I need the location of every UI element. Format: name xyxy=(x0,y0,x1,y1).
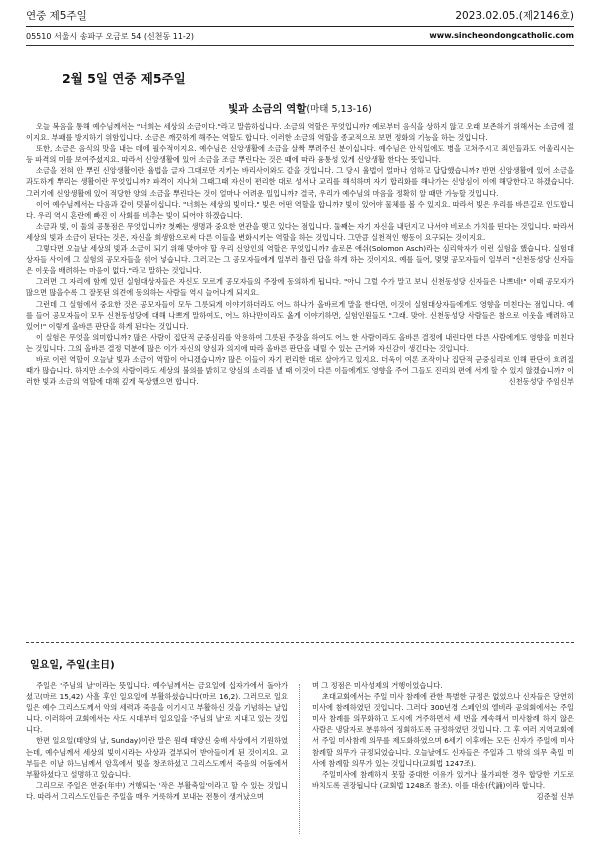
reflection-paragraph-last xyxy=(26,354,574,387)
sunday-right-column xyxy=(312,680,574,802)
sunday-section xyxy=(26,654,574,801)
header-date-issue: 2023.02.05.(제2146호) xyxy=(455,10,574,22)
header-bottom-row xyxy=(26,31,574,42)
reflection-signature: 신천동성당 주임신부 xyxy=(508,377,574,387)
reflection-paragraph: 그렇다면 오늘날 세상의 빛과 소금이 되기 위해 맞아야 할 우리 신앙인의 역할은 무엇입니까? 솔로몬 애쉬(Solomon Asch)라는 심리학자가 이런 실험을 했습니다. 실험대상자들 사이에 그 실험의 공모자들을 섞어 넣습니다. 그러고는 그 공모자들에게 일부러 틀린 답을 하게 하는 것이지요. 예를 들어, 몇몇 공모자들이 일부러 "신천동성당 신자들은 이웃을 배려하는 마음이 없다."라고 말하는 것입니다. xyxy=(26,244,574,276)
sunday-left-column xyxy=(26,680,288,802)
reflection-paragraph: 이어 예수님께서는 다음과 같이 덧붙이십니다. "너희는 세상의 빛이다." 빛은 어떤 역할을 합니까? 빛이 있어야 물체를 볼 수 있지요. 따라서 빛은 우리를 바른길로 인도합니다. 우리 역시 혼란에 빠진 이 사회를 비추는 빛이 되어야 하겠습니다. xyxy=(26,199,574,220)
bulletin-header xyxy=(26,8,574,60)
sunday-right-paragraph: 며 그 정점은 미사성제의 거행이었습니다. xyxy=(312,681,443,690)
sunday-section-author: 김준철 신부 xyxy=(536,791,574,801)
header-rule-bottom xyxy=(26,45,574,46)
sunday-right-paragraph: 주일미사에 참례하지 못할 중대한 이유가 있거나 불가피한 경우 합당한 기도로 바치도록 권장됩니다 (교회법 1248조 참조). 이를 대송(代誦)이라 합니다. xyxy=(312,769,574,790)
sunday-section-title: 일요일, 주일(主日) xyxy=(30,660,115,671)
reflection-paragraph: 이 실험은 무엇을 의미합니까? 많은 사람이 집단적 군중심리를 악용하여 그릇된 주장을 하여도 어느 한 사람이라도 올바른 결정에 내린다면 다른 사람에게도 영향을 미친다는 것입니다. 그의 올바른 결정 덕분에 많은 이가 자신의 양심과 의지에 따라 올바른 판단을 내릴 수 있는 근거와 자신감이 생긴다는 것입니다. xyxy=(26,332,574,353)
reflection-paragraph-text: 바로 이런 역할이 오늘날 빛과 소금이 역할이 아니겠습니까? 많은 이들이 자기 편리한 대로 살아가고 있지요. 더욱이 여론 조작이나 집단적 군중심리로 인해 판단이 흐려질 때가 많습니다. 하지만 소수의 사람이라도 세상의 불의를 밝히고 양심의 소리를 낼 때 이것이 다른 이들에게도 영향을 주어 그들도 진리의 편에 서게 할 수 있지 않겠습니까? 이러한 빛과 소금의 역할에 대해 깊게 묵상했으면 합니다. xyxy=(26,354,574,387)
page-title: 2월 5일 연중 제5주일 xyxy=(62,71,186,86)
sunday-right-paragraph: 초대교회에서는 주일 미사 참례에 관한 특별한 규정은 없었으나 신자들은 당연히 미사에 참례하였던 것입니다. 그러다 300년경 스페인의 엘비라 공의회에서는 주일미사 참례를 의무화하고 도시에 거주하면서 세 번을 계속해서 미사참례 하지 않은 사람은 냉담자로 분류하여 징회하도록 규정하였던 것입니다. 그 후 여러 지역교회에서 주일 미사참례 의무를 제도화하였으며 6세기 이후에는 모든 신자가 주일에 미사참례할 의무가 규정되었습니다. 오늘날에도 신자들은 주일과 그 밖의 의무 축일 미사에 참례할 의무가 있는 것입니다(교회법 1247조). xyxy=(312,692,574,768)
reflection-title xyxy=(26,101,574,116)
section-divider xyxy=(26,642,574,643)
header-website-link[interactable]: www.sincheondongcatholic.com xyxy=(429,31,574,40)
header-address: 05510 서울시 송파구 오금로 54 (신천동 11-2) xyxy=(26,32,195,41)
reflection-paragraph: 그러면 그 자리에 함께 있던 실험대상자들은 자신도 모르게 공모자들의 주장에 동의하게 됩니다. "아니 그럴 수가 말고 보니 신천동성당 신자들은 나쁘네!" 이때 공모자가 많으면 많을수록 그 잘못된 의견에 동의하는 사람들 역시 늘어나게 되지요. xyxy=(26,277,574,298)
reflection-body xyxy=(26,121,574,387)
reflection-paragraph: 또한, 소금은 음식의 맛을 내는 데에 필수적이지요. 예수님은 신앙생활에 소금을 살짝 뿌려주신 분이십니다. 예수님은 안식일에도 병을 고쳐주시고 죄인들과도 어울리시는 등 파격의 미를 보여주셨지요. 따라서 신앙생활에 있어 소금을 조금 뿌린다는 것은 때에 따라 융통성 있게 신앙생활 한다는 뜻입니다. xyxy=(26,144,574,165)
sunday-left-paragraph: 주일은 '주님의 날'이라는 뜻입니다. 예수님께서는 금요일에 십자가에서 돌아가셨고(마르 15,42) 사흘 후인 일요일에 부활하셨습니다(마르 16,2). 그러므로 일요일은 예수 그리스도께서 악의 세력과 죽음을 이기시고 부활하신 것을 기념하는 날입니다. 이러하여 교회에서는 사도 시대부터 일요일을 '주님의 날'로 지내고 있는 것입니다. xyxy=(26,681,288,735)
header-left-label: 연중 제5주일 xyxy=(26,10,87,22)
sunday-section-columns xyxy=(26,680,574,802)
header-top-row xyxy=(26,8,574,23)
reflection-paragraph: 그런데 그 실험에서 중요한 것은 공모자들이 모두 그릇되게 이야기하더라도 어느 하나가 올바르게 말을 한다면, 이것이 실험대상자들에게도 영향을 미친다는 점입니다. 예를 들어 공모자들이 모두 신천동성당에 대해 나쁘게 말하여도, 어느 하나만이라도 옳게 이야기하면, 실험인원들도 "그래. 맞아. 신천동성당 사람들은 참으로 이웃을 배려하고 있어!" 이렇게 올바른 판단을 하게 된다는 것입니다. xyxy=(26,299,574,331)
bulletin-page xyxy=(26,0,574,848)
header-rule-top xyxy=(26,26,574,27)
sunday-left-paragraph: 한편 일요일(태양의 날, Sunday)이란 말은 원래 태양신 숭배 사상에서 기원하였는데, 예수님께서 세상의 빛이시라는 사상과 결부되어 받아들이게 된 것이지요. 교부들은 이날 하느님께서 암흑에서 빛을 창조하셨고 그리스도께서 죽음의 어둠에서 부활하셨다고 설명하고 있습니다. xyxy=(26,736,288,779)
reflection-paragraph: 오늘 복음을 통해 예수님께서는 "너희는 세상의 소금이다."라고 말씀하십니다. 소금의 역할은 무엇입니까? 예로부터 음식을 상하지 않고 오래 보존하기 위해서는 소금에 절이지요. 부패를 방지하기 위함입니다. 소금은 깨끗하게 해주는 역할도 합니다. 이러한 소금의 역할을 종교적으로 보면 정화의 기능을 하는 것입니다. xyxy=(26,122,574,143)
reflection-title-text: 빛과 소금의 역할 xyxy=(228,103,307,115)
sunday-left-paragraph: 그리므로 주일은 연중(年中) 거행되는 '작은 부활축일'이라고 할 수 있는 것입니다. 따라서 그리스도인들은 주일을 매우 거룩하게 보내는 전통이 생겨났으며 xyxy=(26,780,288,801)
reflection-scripture-ref: (마태 5,13-16) xyxy=(306,104,372,115)
reflection-paragraph: 소금과 빛, 이 둘의 공통점은 무엇입니까? 첫째는 생명과 중요한 연관을 맺고 있다는 점입니다. 둘째는 자기 자신을 내던지고 나서야 비로소 가치를 띤다는 것입니다. 따라서 세상의 빛과 소금이 된다는 것은, 자신을 희생함으로써 다른 이들을 변화시키는 역할을 하는 것입니다. 그만큼 실천적인 행동이 요구되는 것이지요. xyxy=(26,221,574,242)
reflection-paragraph: 소금을 전혀 안 뿌린 신앙생활이란 율법을 글자 그대로만 지키는 바리사이와도 같을 것입니다. 그 당시 율법이 얼마나 엄하고 답답했습니까? 반면 신앙생활에 있어 소금을 과도하게 뿌리는 생활이란 무엇입니까? 파격이 지나쳐 그때그때 자신이 편리한 대로 성서나 교리를 해석하며 자기 합리화를 해나가는 신앙심이 이에 해당한다고 하겠습니다. 그러기에 신앙생활에 있어 적당한 양의 소금을 뿌린다는 것이 얼마나 어려운 일입니까? 결국, 우리가 예수님의 마음을 정확히 알 때만 가능할 것입니다. xyxy=(26,166,574,198)
